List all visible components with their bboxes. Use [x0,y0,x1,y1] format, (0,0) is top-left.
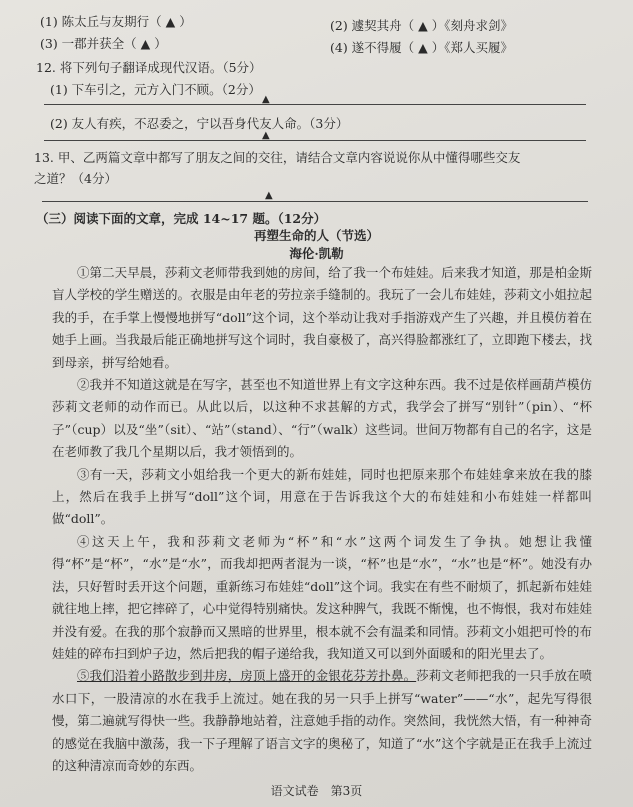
answer-mark: ▲ [265,190,273,201]
page-footer: 语文试卷 第3页 [270,784,363,798]
article-author: 海伦·凯勒 [289,246,344,261]
paragraph-5-rest: 莎莉文老师把我的一只手放在喷水口下，一股清凉的水在我手上流过。她在我的另一只手上拼写“water”——“水”，起先写得很慢，第二遍就写得快一些。我静静地站着，注意她手指的动作。突然间，我恍然大悟，有一种神奇的感觉在我脑中激荡，我一下子理解了语言文字的奥秘了，知道了“水”这个字就是正在我手上流过的这种清凉而奇妙的东西。 [52,668,592,773]
q12-stem: 12. 将下列句子翻译成现代汉语。（5分） [36,60,262,75]
q11-item-1: (1) 陈太丘与友期行（ ▲ ） [40,14,192,29]
q11-item-3: (3) 一郡并获全（ ▲ ） [40,36,167,51]
paragraph-5 [52,665,592,777]
answer-mark: ▲ [262,130,270,141]
article-body [52,262,592,777]
answer-mark: ▲ [262,94,270,105]
q12-sentence-1: (1) 下车引之，元方入门不顾。（2分） [50,82,261,97]
paragraph-4: ④这天上午，我和莎莉文老师为“杯”和“水”这两个词发生了争执。她想让我懂得“杯”是“杯”，“水”是“水”，而我却把两者混为一谈，“杯”也是“水”，“水”也是“杯”。她没有办法，只好暂时丢开这个问题，重新练习布娃娃“doll”这个词。我实在有些不耐烦了，抓起新布娃娃就往地上摔，把它摔碎了，心中觉得特别痛快。发这种脾气，我既不惭愧，也不悔恨，我对布娃娃并没有爱。在我的那个寂静而又黑暗的世界里，根本就不会有温柔和同情。莎莉文小姐把可怜的布娃娃的碎布扫到炉子边，然后把我的帽子递给我，我知道又可以到外面暖和的阳光里去了。 [52,533,592,661]
answer-line-q13[interactable] [42,201,588,202]
paragraph-3: ③有一天，莎莉文小姐给我一个更大的新布娃娃，同时也把原来那个布娃娃拿来放在我的膝上，然后在我手上拼写“doll”这个词，用意在于告诉我这个大的布娃娃和小布娃娃一样都叫做“doll”。 [52,466,592,527]
answer-line-q12-1[interactable] [44,104,586,105]
paragraph-2: ②我并不知道这就是在写字，甚至也不知道世界上有文字这种东西。我不过是依样画葫芦模仿莎莉文老师的动作而已。从此以后，以这种不求甚解的方式，我学会了拼写“别针”（pin）、“杯子”（cup）以及“坐”（sit）、“站”（stand）、“行”（walk）这些词。世间万物都有自己的名字，这是在老师教了我几个星期以后，我才领悟到的。 [52,377,592,460]
q12-sentence-2: (2) 友人有疾，不忍委之，宁以吾身代友人命。（3分） [50,116,349,131]
section-heading: （三）阅读下面的文章，完成 14~17 题。（12分） [36,211,327,226]
q13-line-2: 之道？（4分） [34,171,117,186]
article-title: 再塑生命的人（节选） [253,228,379,243]
q11-item-4: (4) 遂不得履（ ▲ ）《郑人买履》 [330,40,513,55]
paragraph-1: ①第二天早晨，莎莉文老师带我到她的房间，给了我一个布娃娃。后来我才知道，那是柏金斯盲人学校的学生赠送的。衣服是由年老的劳拉亲手缝制的。我玩了一会儿布娃娃，莎莉文小姐拉起我的手，在手掌上慢慢地拼写“doll”这个词，这个举动让我对手指游戏产生了兴趣，并且模仿着在她手上画。当我最后能正确地拼写这个词时，我自豪极了，高兴得脸都涨红了，立即跑下楼去，找到母亲，拼写给她看。 [52,265,592,370]
answer-line-q12-2[interactable] [44,140,586,141]
q11-item-2: (2) 遽契其舟（ ▲ ）《刻舟求剑》 [330,18,513,33]
q13-line-1: 13. 甲、乙两篇文章中都写了朋友之间的交往，请结合文章内容说说你从中懂得哪些交友 [34,150,521,165]
underlined-sentence: ⑤我们沿着小路散步到井房，房顶上盛开的金银花芬芳扑鼻。 [77,668,417,684]
